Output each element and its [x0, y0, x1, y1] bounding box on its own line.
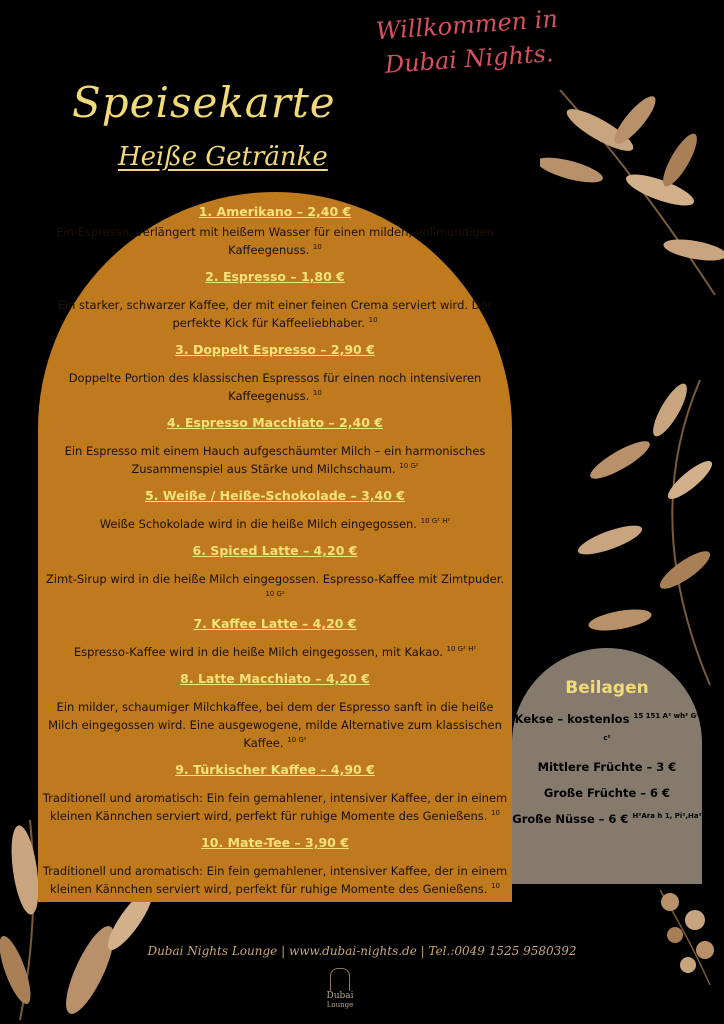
menu-item-title: 6. Spiced Latte – 4,20 € — [192, 543, 358, 558]
menu-item — [38, 341, 512, 405]
menu-item — [38, 834, 512, 898]
leaf-branch-middle-right — [560, 370, 724, 690]
menu-item-description: Ein Espresso, verlängert mit heißem Wasser für einen milden, vollmundigen Kaffeegenuss. $^{10}$ — [56, 225, 494, 257]
menu-item-title: 7. Kaffee Latte – 4,20 € — [193, 616, 357, 631]
menu-item — [38, 203, 512, 259]
drinks-menu-list — [38, 203, 512, 907]
side-item: Große Früchte – 6 € — [543, 786, 671, 800]
menu-item-title: 2. Espresso – 1,80 € — [205, 269, 345, 284]
section-title: Heiße Getränke — [118, 142, 328, 172]
menu-item-title: 3. Doppelt Espresso – 2,90 € — [175, 342, 375, 357]
menu-item — [38, 487, 512, 533]
leaf-branch-top-right — [540, 60, 724, 300]
menu-item — [38, 670, 512, 752]
menu-item — [38, 542, 512, 606]
footer-contact: Dubai Nights Lounge | www.dubai-nights.de | Tel.:0049 1525 9580392 — [147, 944, 577, 958]
menu-item-title: 9. Türkischer Kaffee – 4,90 € — [175, 762, 375, 777]
menu-item-description: Traditionell und aromatisch: Ein fein gemahlener, intensiver Kaffee, der in einem kleinen Kännchen serviert wird, perfekt für ruhige Momente des Genießens. $^{10}$ — [42, 791, 508, 823]
menu-item-title: 5. Weiße / Heiße-Schokolade – 3,40 € — [145, 488, 405, 503]
menu-item-title: 1. Amerikano – 2,40 € — [198, 204, 352, 219]
menu-item — [38, 414, 512, 478]
page-title: Speisekarte — [72, 78, 336, 127]
menu-item-description: Espresso-Kaffee wird in die heiße Milch eingegossen, mit Kakao. $^{10 G^2 H^2}$ — [73, 645, 477, 659]
menu-item-description: Zimt-Sirup wird in die heiße Milch eingegossen. Espresso-Kaffee mit Zimtpuder. $^{10 G^2}$ — [45, 572, 505, 599]
menu-item-title: 4. Espresso Macchiato – 2,40 € — [167, 415, 383, 430]
menu-item-description: Doppelte Portion des klassischen Espressos für einen noch intensiveren Kaffeegenuss. $^{10}$ — [68, 371, 482, 403]
beilagen-title: Beilagen — [565, 678, 649, 698]
menu-item-description: Ein starker, schwarzer Kaffee, der mit einer feinen Crema serviert wird. Der perfekte Kick für Kaffeeliebhaber. $^{10}$ — [57, 298, 493, 330]
menu-item-description: Ein Espresso mit einem Hauch aufgeschäumter Milch – ein harmonisches Zusammenspiel aus Stärke und Milchschaum. $^{10 G^2}$ — [64, 444, 486, 476]
menu-item-description: Traditionell und aromatisch: Ein fein gemahlener, intensiver Kaffee, der in einem kleinen Kännchen serviert wird, perfekt für ruhige Momente des Genießens. $^{10}$ — [42, 864, 508, 896]
tower-icon — [330, 968, 350, 991]
welcome-script: Willkommen in Dubai Nights. — [374, 4, 559, 79]
menu-item-title: 8. Latte Macchiato – 4,20 € — [180, 671, 370, 686]
side-item: Kekse – kostenlos $^{15 151 A^2 wh^2 G^2 c^2}$ — [514, 712, 700, 743]
lounge-logo: Dubai Lounge — [322, 968, 358, 1014]
menu-item-description: Weiße Schokolade wird in die heiße Milch eingegossen. $^{10 G^2 H^2}$ — [99, 517, 451, 531]
menu-item — [38, 268, 512, 332]
menu-item — [38, 615, 512, 661]
side-item: Mittlere Früchte – 3 € — [537, 760, 677, 774]
menu-item-title: 10. Mate-Tee – 3,90 € — [201, 835, 349, 850]
menu-item-description: Ein milder, schaumiger Milchkaffee, bei dem der Espresso sanft in die heiße Milch eingegossen wird. Eine ausgewogene, milde Alternative zum klassischen Kaffee. $^{10 G^2}$ — [48, 700, 502, 750]
side-item: Große Nüsse – 6 € $^{H^2Ara h 1, Pi^2,Ha^2}$ — [512, 812, 702, 826]
eucalyptus-bottom-right — [650, 880, 724, 990]
menu-item — [38, 761, 512, 825]
beilagen-panel — [512, 648, 702, 884]
